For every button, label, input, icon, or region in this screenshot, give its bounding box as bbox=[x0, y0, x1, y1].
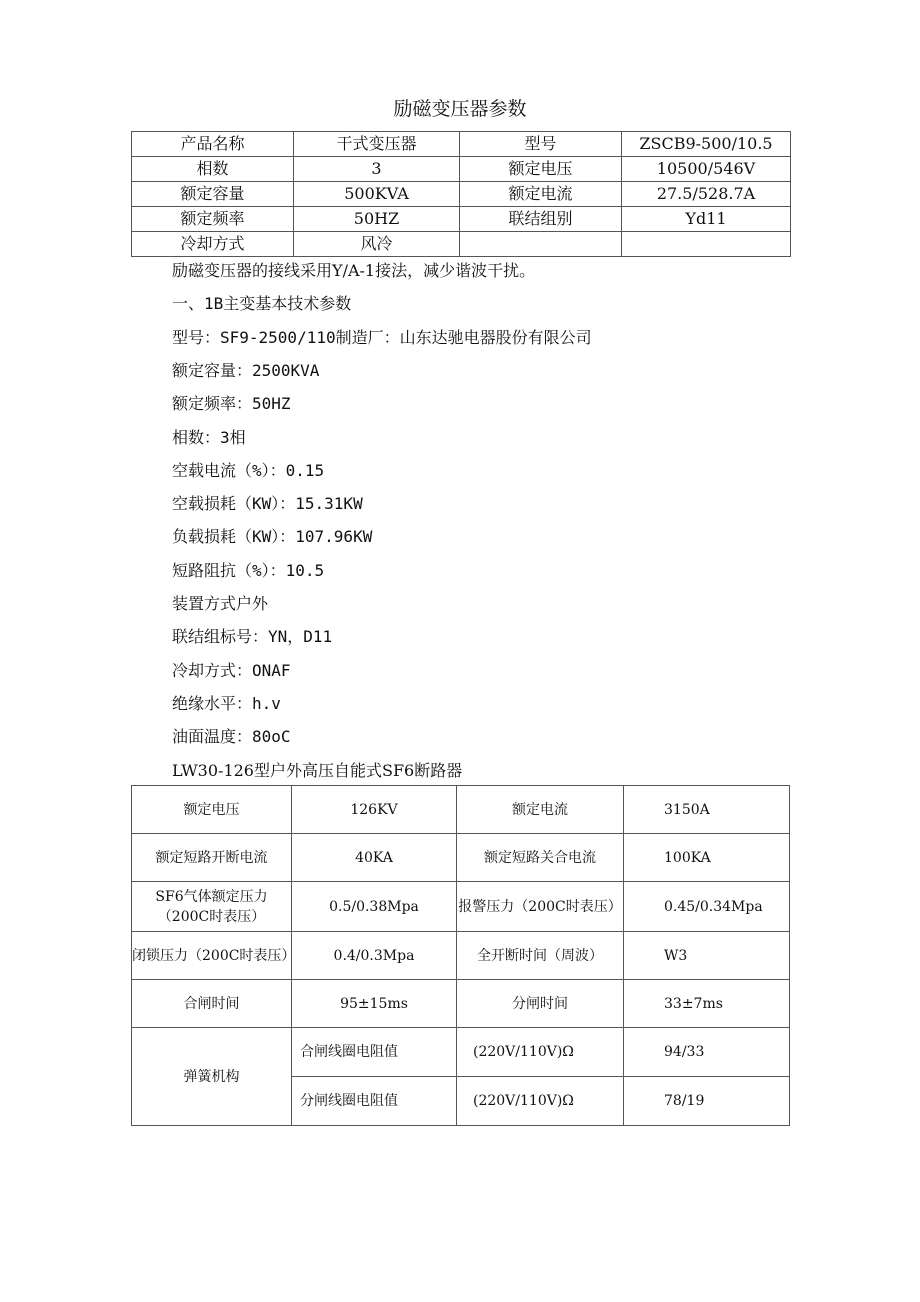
text-line: 额定容量：2500KVA bbox=[172, 360, 320, 380]
text-line: LW30-126型户外高压自能式SF6断路器 bbox=[172, 760, 463, 780]
doc-title: 励磁变压器参数 bbox=[393, 98, 527, 120]
table-cell: 闭锁压力（200C时表压） bbox=[132, 932, 292, 980]
table-row bbox=[132, 980, 790, 1028]
table-cell: W3 bbox=[624, 932, 790, 980]
table-row bbox=[132, 932, 790, 980]
table-cell: 0.5/0.38Mpa bbox=[292, 882, 457, 932]
table-cell: 分闸线圈电阻值 bbox=[292, 1077, 457, 1126]
table-cell: Yd11 bbox=[622, 207, 791, 232]
table-cell: 94/33 bbox=[624, 1028, 790, 1077]
table-cell: 95±15ms bbox=[292, 980, 457, 1028]
table-cell: 合闸时间 bbox=[132, 980, 292, 1028]
text-line: 绝缘水平：h.v bbox=[172, 693, 281, 713]
table-cell: 全开断时间（周波） bbox=[457, 932, 624, 980]
table-cell: 合闸线圈电阻值 bbox=[292, 1028, 457, 1077]
table-cell: ZSCB9-500/10.5 bbox=[622, 132, 791, 157]
table-cell: 10500/546V bbox=[622, 157, 791, 182]
breaker-table bbox=[131, 785, 790, 1126]
table-cell: 额定短路关合电流 bbox=[457, 834, 624, 882]
table-cell: SF6气体额定压力（200C时表压） bbox=[132, 882, 292, 932]
table-cell: 相数 bbox=[132, 157, 294, 182]
table-row bbox=[132, 786, 790, 834]
table-cell: 型号 bbox=[460, 132, 622, 157]
table-cell: 0.45/0.34Mpa bbox=[624, 882, 790, 932]
table-cell: 额定电压 bbox=[460, 157, 622, 182]
text-line: 一、1B主变基本技术参数 bbox=[172, 294, 352, 314]
table-cell: 风冷 bbox=[294, 232, 460, 257]
text-line: 联结组标号：YN，D11 bbox=[172, 627, 333, 647]
table-cell: 78/19 bbox=[624, 1077, 790, 1126]
table-row bbox=[132, 882, 790, 932]
text-line: 负载损耗（KW）：107.96KW bbox=[172, 527, 373, 547]
table-cell: 0.4/0.3Mpa bbox=[292, 932, 457, 980]
text-line: 空载损耗（KW）：15.31KW bbox=[172, 494, 363, 514]
table-cell: 报警压力（200C时表压） bbox=[457, 882, 624, 932]
table-cell: 分闸时间 bbox=[457, 980, 624, 1028]
text-line: 油面温度：80oC bbox=[172, 727, 291, 747]
table-cell: 额定短路开断电流 bbox=[132, 834, 292, 882]
table-cell: 27.5/528.7A bbox=[622, 182, 791, 207]
table-row bbox=[132, 1028, 790, 1077]
table-row bbox=[132, 834, 790, 882]
table-cell: 100KA bbox=[624, 834, 790, 882]
table-cell: 3150A bbox=[624, 786, 790, 834]
table-cell: 40KA bbox=[292, 834, 457, 882]
text-line: 励磁变压器的接线采用Y/A-1接法，减少谐波干扰。 bbox=[172, 261, 536, 280]
table-cell: 额定频率 bbox=[132, 207, 294, 232]
table-row bbox=[132, 207, 791, 232]
text-line: 冷却方式：ONAF bbox=[172, 660, 291, 680]
table-cell bbox=[622, 232, 791, 257]
table-cell: 额定电流 bbox=[460, 182, 622, 207]
table-cell: 500KVA bbox=[294, 182, 460, 207]
table-cell: 额定电流 bbox=[457, 786, 624, 834]
table-cell: 50HZ bbox=[294, 207, 460, 232]
table-cell: 产品名称 bbox=[132, 132, 294, 157]
text-line: 空载电流（%）：0.15 bbox=[172, 460, 325, 480]
table-cell: 联结组别 bbox=[460, 207, 622, 232]
table-row bbox=[132, 132, 791, 157]
text-line: 相数：3相 bbox=[172, 427, 246, 447]
text-line: 装置方式户外 bbox=[172, 594, 269, 613]
table-cell: 额定容量 bbox=[132, 182, 294, 207]
mechanism-cell: 弹簧机构 bbox=[132, 1028, 292, 1126]
table-row bbox=[132, 157, 791, 182]
table-cell: 33±7ms bbox=[624, 980, 790, 1028]
table-row bbox=[132, 232, 791, 257]
table-cell: 126KV bbox=[292, 786, 457, 834]
table-row bbox=[132, 182, 791, 207]
text-line: 型号：SF9-2500/110制造厂：山东达驰电器股份有限公司 bbox=[172, 327, 592, 347]
table-cell: 干式变压器 bbox=[294, 132, 460, 157]
table-cell: 冷却方式 bbox=[132, 232, 294, 257]
text-line: 短路阻抗（%）：10.5 bbox=[172, 560, 325, 580]
table-cell: 3 bbox=[294, 157, 460, 182]
exciter-transformer-table bbox=[131, 131, 791, 257]
text-line: 额定频率：50HZ bbox=[172, 394, 291, 414]
table-cell: 额定电压 bbox=[132, 786, 292, 834]
table-cell: (220V/110V)Ω bbox=[457, 1077, 624, 1126]
table-cell: (220V/110V)Ω bbox=[457, 1028, 624, 1077]
table-cell bbox=[460, 232, 622, 257]
